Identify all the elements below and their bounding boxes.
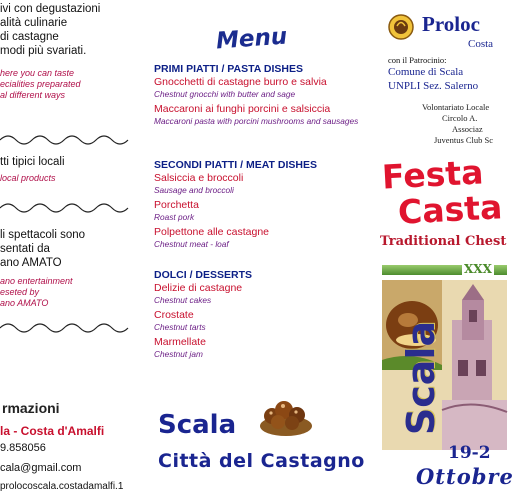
menu-section-primi [154, 62, 368, 130]
dish-name: Polpettone alle castagne [154, 226, 270, 238]
dish-translation: Chestnut cakes [154, 295, 212, 305]
edition-number: XXX [464, 262, 492, 276]
dish-name: Marmellate [154, 336, 206, 348]
dish-name: Gnocchetti di castagne burro e salvia [154, 76, 327, 88]
intro-line-4: modi più svariati. [0, 45, 87, 57]
patron-1: Comune di Scala [388, 66, 464, 78]
volunteer-3: Associaz [452, 124, 483, 134]
event-date: 19-2 [448, 443, 491, 463]
show-line-2: sentati da [0, 243, 50, 255]
show-en-1: ano entertainment [0, 276, 73, 286]
menu-section-secondi [154, 158, 368, 253]
intro-line-3: di castagne [0, 31, 59, 43]
show-en-2: eseted by [0, 287, 40, 297]
dish-translation: Chestnut gnocchi with butter and sage [154, 89, 296, 99]
dish-translation: Chestnut tarts [154, 322, 206, 332]
info-phone: 9.858056 [0, 442, 46, 454]
info-email[interactable]: cala@gmail.com [0, 462, 82, 474]
intro-en-3: al different ways [0, 90, 66, 100]
dish-translation: Chestnut meat - loaf [154, 239, 229, 249]
volunteer-2: Circolo A. [442, 113, 478, 123]
festa-title: Festa [381, 152, 485, 197]
chestnut-bowl-image [258, 394, 314, 438]
org-subtitle: Costa [468, 38, 494, 50]
menu-panel [136, 0, 370, 500]
section-heading: DOLCI / DESSERTS [154, 269, 253, 281]
event-month: Ottobre [416, 464, 514, 489]
info-title: rmazioni [2, 400, 60, 416]
cover-panel [370, 0, 514, 500]
org-title: Proloc [422, 12, 480, 36]
dish-name: Porchetta [154, 199, 199, 211]
menu-title: Menu [215, 23, 289, 55]
menu-section-dolci [154, 268, 368, 363]
divider-squiggle-3 [0, 320, 130, 334]
footer-title: Scala [158, 410, 237, 440]
dish-translation: Sausage and broccoli [154, 185, 234, 195]
patron-2: UNPLI Sez. Salerno [388, 80, 479, 92]
dish-name: Maccaroni ai funghi porcini e salsiccia [154, 103, 331, 115]
shows-text [0, 228, 134, 309]
divider-squiggle-2 [0, 200, 130, 214]
section-heading: SECONDI PIATTI / MEAT DISHES [154, 159, 317, 171]
intro-en-1: here you can taste [0, 68, 75, 78]
dish-translation: Chestnut jam [154, 349, 203, 359]
dish-translation: Maccaroni pasta with porcini mushrooms and sausages [154, 116, 359, 126]
typical-en: local products [0, 173, 56, 183]
left-panel [0, 0, 136, 500]
dish-name: Delizie di castagne [154, 282, 243, 294]
volunteer-4: Juventus Club Sc [434, 135, 494, 145]
typical-line: tti tipici locali [0, 156, 65, 168]
info-website[interactable]: prolocoscala.costadamalfi.1 [0, 481, 124, 492]
proloco-logo-icon [388, 14, 414, 40]
volunteer-1: Volontariato Locale [422, 102, 490, 112]
typical-products-text [0, 155, 134, 184]
show-line-3: ano AMATO [0, 257, 62, 269]
footer-subtitle: Città del Castagno [158, 450, 365, 472]
intro-line-1: ivi con degustazioni [0, 3, 101, 15]
dish-translation: Roast pork [154, 212, 195, 222]
scala-vertical-title: Scala [399, 320, 444, 436]
info-place: la - Costa d'Amalfi [0, 424, 105, 438]
intro-text [0, 2, 134, 101]
dish-name: Crostate [154, 309, 194, 321]
traditional-subtitle: Traditional Chest [380, 234, 507, 249]
dish-name: Salsiccia e broccoli [154, 172, 244, 184]
show-line-1: li spettacoli sono [0, 229, 86, 241]
intro-en-2: ecialities preparated [0, 79, 81, 89]
patronage-label: con il Patrocinio: [388, 55, 447, 65]
castagna-title: Casta [397, 187, 504, 232]
intro-line-2: alità culinarie [0, 17, 68, 29]
divider-squiggle-1 [0, 132, 130, 146]
section-heading: PRIMI PIATTI / PASTA DISHES [154, 63, 303, 75]
show-en-3: ano AMATO [0, 298, 49, 308]
